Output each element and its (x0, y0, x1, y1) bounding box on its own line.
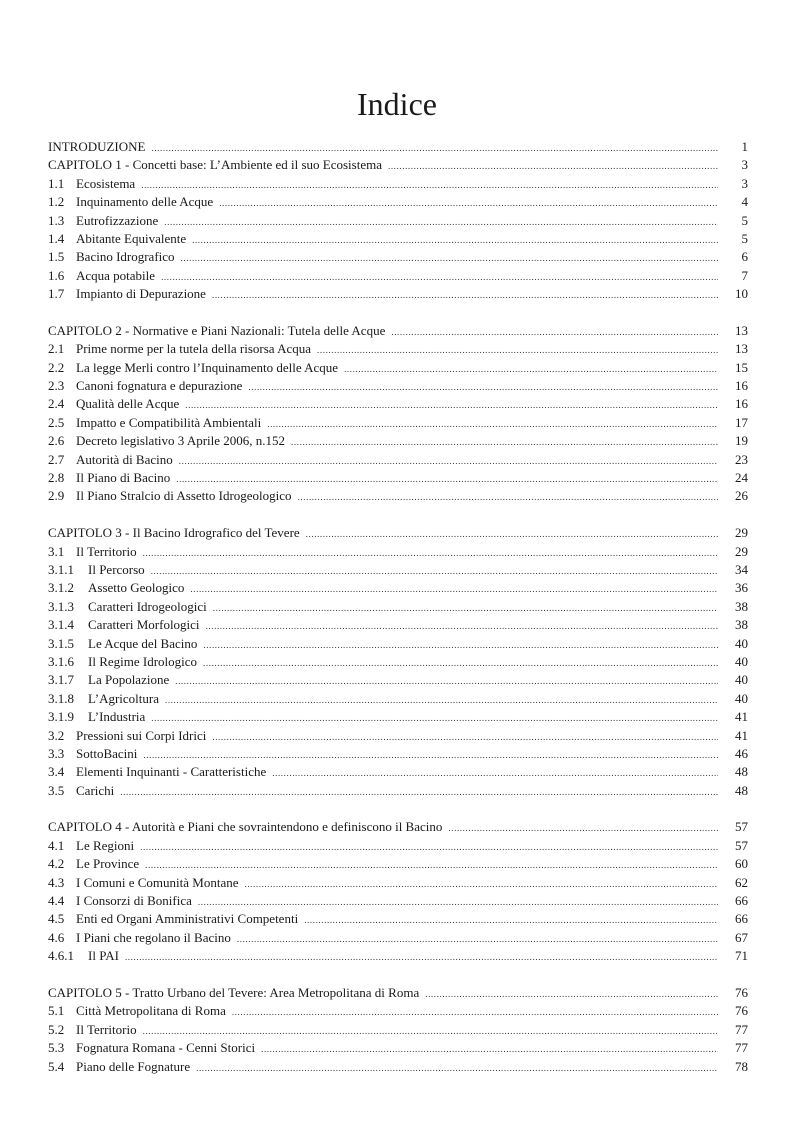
toc-entry-number: 1.2 (48, 194, 65, 210)
toc-page-number: 24 (735, 470, 748, 486)
toc-entry[interactable] (48, 598, 748, 616)
toc-page-number: 23 (735, 451, 748, 467)
toc-entry-title: Prime norme per la tutela della risorsa Acqua (76, 341, 312, 357)
toc-chapter-entry[interactable] (48, 138, 748, 156)
toc-page-number: 5 (741, 212, 748, 228)
dot-leader (232, 1003, 718, 1021)
toc-entry[interactable] (48, 874, 748, 892)
toc-entry-title: Autorità di Bacino (76, 451, 173, 467)
toc-page-number: 29 (735, 525, 748, 541)
toc-entry[interactable] (48, 579, 748, 597)
toc-entry-title: Il Territorio (76, 543, 137, 559)
dot-leader (212, 286, 718, 304)
toc-entry-number: 2.5 (48, 414, 65, 430)
toc-page-number: 46 (735, 745, 748, 761)
dot-leader (344, 360, 718, 378)
toc-entry-number: 1.5 (48, 249, 65, 265)
toc-chapter-entry[interactable] (48, 322, 748, 340)
toc-entry-number: 3.1.7 (48, 672, 74, 688)
dot-leader (425, 985, 718, 1003)
section-gap (48, 304, 748, 322)
toc-entry-number: 3.1.8 (48, 690, 74, 706)
toc-entry[interactable] (48, 910, 748, 928)
toc-chapter-entry[interactable] (48, 818, 748, 836)
toc-entry-number: 2.3 (48, 378, 65, 394)
dot-leader (141, 176, 718, 194)
toc-entry-number: 5.3 (48, 1040, 65, 1056)
toc-entry-title: Enti ed Organi Amministrativi Competenti (76, 911, 299, 927)
dot-leader (176, 470, 718, 488)
toc-page-number: 41 (735, 709, 748, 725)
toc-entry-title: Le Regioni (76, 837, 135, 853)
toc-entry-title: Carichi (76, 782, 115, 798)
toc-entry-number: 1.6 (48, 267, 65, 283)
toc-chapter-entry[interactable] (48, 156, 748, 174)
toc-page-number: 67 (735, 929, 748, 945)
toc-page-number: 38 (735, 617, 748, 633)
toc-page-number: 26 (735, 488, 748, 504)
toc-page-number: 10 (735, 286, 748, 302)
toc-page-number: 62 (735, 874, 748, 890)
toc-page-number: 36 (735, 580, 748, 596)
toc-page-number: 34 (735, 561, 748, 577)
toc-entry-number: 1.1 (48, 175, 65, 191)
toc-page-number: 7 (741, 267, 748, 283)
toc-entry-title: Caratteri Idrogeologici (88, 598, 207, 614)
dot-leader (261, 1040, 718, 1058)
toc-page-number: 77 (735, 1040, 748, 1056)
toc-entry-number: 1.4 (48, 230, 65, 246)
toc-entry-title: INTRODUZIONE (48, 139, 146, 154)
toc-entry[interactable] (48, 267, 748, 285)
toc-entry-title: I Piani che regolano il Bacino (76, 929, 231, 945)
toc-entry-title: Assetto Geologico (88, 580, 185, 596)
toc-entry[interactable] (48, 561, 748, 579)
toc-entry-title: Inquinamento delle Acque (76, 194, 214, 210)
dot-leader (306, 525, 718, 543)
toc-entry-number: 3.3 (48, 745, 65, 761)
toc-entry[interactable] (48, 487, 748, 505)
toc-entry-number: 4.4 (48, 893, 65, 909)
dot-leader (181, 249, 718, 267)
toc-entry-number: 3.1.5 (48, 635, 74, 651)
toc-entry-number: 3.1.4 (48, 617, 74, 633)
toc-entry[interactable] (48, 432, 748, 450)
toc-entry-title: Qualità delle Acque (76, 396, 180, 412)
toc-entry-title: Il Territorio (76, 1021, 137, 1037)
toc-entry-title: CAPITOLO 3 - Il Bacino Idrografico del Tevere (48, 525, 300, 541)
toc-entry[interactable] (48, 285, 748, 303)
toc-page-number: 57 (735, 837, 748, 853)
toc-page-number: 19 (735, 433, 748, 449)
toc-entry-number: 2.8 (48, 470, 65, 486)
toc-entry-number: 3.1.3 (48, 598, 74, 614)
toc-page-number: 40 (735, 690, 748, 706)
toc-entry[interactable] (48, 708, 748, 726)
toc-entry-title: L’Agricoltura (88, 690, 159, 706)
toc-entry-title: Elementi Inquinanti - Caratteristiche (76, 764, 267, 780)
dot-leader (175, 672, 718, 690)
dot-leader (237, 930, 718, 948)
toc-page-number: 38 (735, 598, 748, 614)
toc-entry-number: 4.2 (48, 856, 65, 872)
dot-leader (196, 1059, 718, 1077)
toc-entry[interactable] (48, 359, 748, 377)
dot-leader (203, 654, 718, 672)
dot-leader (151, 139, 718, 157)
toc-page-number: 78 (735, 1058, 748, 1074)
toc-entry[interactable] (48, 451, 748, 469)
toc-entry-number: 3.1.9 (48, 709, 74, 725)
dot-leader (198, 893, 718, 911)
dot-leader (448, 819, 718, 837)
toc-entry[interactable] (48, 340, 748, 358)
toc-entry-title: Decreto legislativo 3 Aprile 2006, n.152 (76, 433, 286, 449)
toc-entry-number: 3.1.6 (48, 653, 74, 669)
toc-page-number: 48 (735, 764, 748, 780)
toc-entry[interactable] (48, 690, 748, 708)
dot-leader (179, 452, 718, 470)
toc-page-number: 40 (735, 653, 748, 669)
toc-page-number: 41 (735, 727, 748, 743)
toc-entry-title: Ecosistema (76, 175, 136, 191)
toc-entry-number: 2.6 (48, 433, 65, 449)
toc-entry-title: Caratteri Morfologici (88, 617, 200, 633)
dot-leader (317, 341, 718, 359)
toc-page-number: 66 (735, 893, 748, 909)
toc-entry[interactable] (48, 230, 748, 248)
toc-entry-title: Pressioni sui Corpi Idrici (76, 727, 207, 743)
section-gap (48, 966, 748, 984)
toc-entry-number: 4.3 (48, 874, 65, 890)
toc-entry-title: I Consorzi di Bonifica (76, 893, 192, 909)
dot-leader (388, 157, 718, 175)
toc-page-number: 3 (741, 157, 748, 173)
toc-entry-number: 4.6.1 (48, 948, 74, 964)
toc-entry-title: La legge Merli contro l’Inquinamento delle Acque (76, 359, 339, 375)
toc-entry-number: 2.7 (48, 451, 65, 467)
toc-entry-title: CAPITOLO 5 - Tratto Urbano del Tevere: Area Metropolitana di Roma (48, 984, 420, 1000)
toc-entry-number: 3.4 (48, 764, 65, 780)
toc-entry[interactable] (48, 763, 748, 781)
toc-entry-number: 2.2 (48, 359, 65, 375)
toc-entry-title: CAPITOLO 4 - Autorità e Piani che sovraintendono e definiscono il Bacino (48, 819, 443, 835)
toc-page-number: 40 (735, 672, 748, 688)
toc-entry-number: 5.2 (48, 1021, 65, 1037)
table-of-contents (48, 138, 748, 1076)
dot-leader (143, 1022, 718, 1040)
toc-entry[interactable] (48, 929, 748, 947)
toc-page-number: 48 (735, 782, 748, 798)
toc-entry[interactable] (48, 947, 748, 965)
dot-leader (248, 378, 718, 396)
dot-leader (143, 544, 718, 562)
toc-entry-title: Bacino Idrografico (76, 249, 175, 265)
toc-entry-title: Abitante Equivalente (76, 230, 187, 246)
dot-leader (298, 488, 718, 506)
dot-leader (213, 599, 718, 617)
toc-entry[interactable] (48, 175, 748, 193)
dot-leader (206, 617, 718, 635)
toc-entry[interactable] (48, 212, 748, 230)
toc-page-number: 77 (735, 1021, 748, 1037)
toc-entry-number: 5.4 (48, 1058, 65, 1074)
toc-entry[interactable] (48, 469, 748, 487)
dot-leader (203, 636, 718, 654)
toc-entry-title: Canoni fognatura e depurazione (76, 378, 243, 394)
dot-leader (291, 433, 718, 451)
toc-entry-number: 3.1.2 (48, 580, 74, 596)
toc-entry[interactable] (48, 671, 748, 689)
toc-entry-number: 3.2 (48, 727, 65, 743)
toc-page-number: 4 (741, 194, 748, 210)
toc-entry[interactable] (48, 616, 748, 634)
toc-entry-number: 3.5 (48, 782, 65, 798)
toc-entry-number: 4.1 (48, 837, 65, 853)
toc-page-number: 5 (741, 230, 748, 246)
toc-entry-title: Le Acque del Bacino (88, 635, 198, 651)
toc-entry[interactable] (48, 745, 748, 763)
toc-page-number: 6 (741, 249, 748, 265)
dot-leader (145, 856, 718, 874)
toc-entry[interactable] (48, 1039, 748, 1057)
toc-entry[interactable] (48, 248, 748, 266)
section-gap (48, 800, 748, 818)
toc-entry[interactable] (48, 1002, 748, 1020)
toc-entry-title: I Comuni e Comunità Montane (76, 874, 239, 890)
toc-entry-title: Impianto di Depurazione (76, 286, 206, 302)
toc-entry[interactable] (48, 855, 748, 873)
toc-entry[interactable] (48, 395, 748, 413)
toc-entry-title: Il Regime Idrologico (88, 653, 198, 669)
dot-leader (219, 194, 718, 212)
toc-entry-number: 2.9 (48, 488, 65, 504)
toc-page-number: 71 (735, 948, 748, 964)
toc-entry-title: CAPITOLO 2 - Normative e Piani Nazionali: Tutela delle Acque (48, 322, 386, 338)
toc-page-number: 66 (735, 911, 748, 927)
toc-entry[interactable] (48, 653, 748, 671)
toc-entry-number: 2.1 (48, 341, 65, 357)
dot-leader (140, 838, 718, 856)
toc-entry-title: Acqua potabile (76, 267, 156, 283)
toc-page-number: 16 (735, 378, 748, 394)
toc-entry-number: 1.7 (48, 286, 65, 302)
dot-leader (192, 231, 718, 249)
toc-entry-title: Il Piano di Bacino (76, 470, 171, 486)
dot-leader (391, 323, 718, 341)
toc-entry[interactable] (48, 1058, 748, 1076)
toc-entry-number: 4.5 (48, 911, 65, 927)
toc-entry-title: Eutrofizzazione (76, 212, 159, 228)
toc-page-number: 76 (735, 984, 748, 1000)
dot-leader (151, 709, 718, 727)
toc-chapter-entry[interactable] (48, 984, 748, 1002)
dot-leader (151, 562, 718, 580)
toc-page-number: 29 (735, 543, 748, 559)
dot-leader (212, 728, 718, 746)
toc-entry-title: L’Industria (88, 709, 146, 725)
toc-entry-title: Le Province (76, 856, 140, 872)
toc-entry[interactable] (48, 1021, 748, 1039)
toc-entry-title: Città Metropolitana di Roma (76, 1003, 226, 1019)
toc-entry-title: La Popolazione (88, 672, 170, 688)
toc-entry[interactable] (48, 543, 748, 561)
toc-entry-title: Il Percorso (88, 561, 145, 577)
toc-entry[interactable] (48, 193, 748, 211)
toc-entry[interactable] (48, 837, 748, 855)
dot-leader (165, 691, 718, 709)
toc-entry[interactable] (48, 377, 748, 395)
section-gap (48, 506, 748, 524)
toc-page-number: 13 (735, 341, 748, 357)
toc-entry-number: 4.6 (48, 929, 65, 945)
toc-entry[interactable] (48, 892, 748, 910)
toc-entry-title: SottoBacini (76, 745, 138, 761)
toc-page-number: 40 (735, 635, 748, 651)
toc-page-number: 76 (735, 1003, 748, 1019)
toc-entry-number: 5.1 (48, 1003, 65, 1019)
toc-entry-title: Fognatura Romana - Cenni Storici (76, 1040, 256, 1056)
toc-page-number: 16 (735, 396, 748, 412)
toc-entry[interactable] (48, 782, 748, 800)
toc-entry[interactable] (48, 727, 748, 745)
toc-chapter-entry[interactable] (48, 524, 748, 542)
toc-page-number: 57 (735, 819, 748, 835)
toc-entry[interactable] (48, 635, 748, 653)
toc-entry[interactable] (48, 414, 748, 432)
toc-entry-title: Impatto e Compatibilità Ambientali (76, 414, 262, 430)
toc-entry-number: 3.1.1 (48, 561, 74, 577)
toc-entry-title: Il PAI (88, 948, 119, 964)
dot-leader (143, 746, 718, 764)
dot-leader (267, 415, 718, 433)
toc-entry-number: 3.1 (48, 543, 65, 559)
dot-leader (272, 764, 718, 782)
dot-leader (304, 911, 718, 929)
toc-page-number: 13 (735, 322, 748, 338)
dot-leader (244, 875, 718, 893)
dot-leader (125, 948, 718, 966)
toc-page-number: 15 (735, 359, 748, 375)
toc-entry-number: 2.4 (48, 396, 65, 412)
page-title: Indice (357, 86, 437, 122)
toc-page-number: 1 (741, 139, 748, 154)
toc-page-number: 60 (735, 856, 748, 872)
toc-page-number: 17 (735, 414, 748, 430)
toc-entry-number: 1.3 (48, 212, 65, 228)
toc-entry-title: CAPITOLO 1 - Concetti base: L’Ambiente ed il suo Ecosistema (48, 157, 382, 173)
dot-leader (120, 783, 718, 801)
toc-entry-title: Il Piano Stralcio di Assetto Idrogeologico (76, 488, 292, 504)
dot-leader (161, 268, 718, 286)
dot-leader (164, 213, 718, 231)
toc-page-number: 3 (741, 175, 748, 191)
toc-entry-title: Piano delle Fognature (76, 1058, 191, 1074)
dot-leader (190, 580, 718, 598)
dot-leader (185, 396, 718, 414)
